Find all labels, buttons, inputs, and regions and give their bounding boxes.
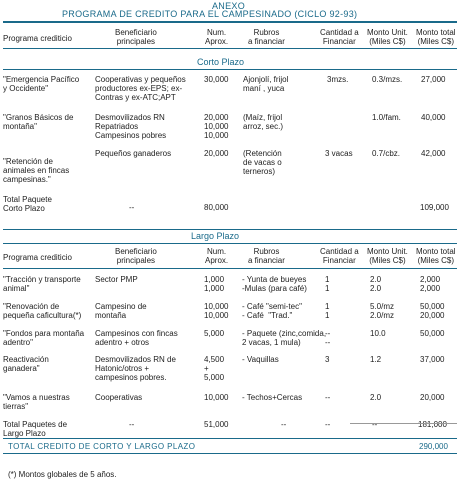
rule	[3, 48, 457, 49]
footnote: (*) Montos globales de 5 años.	[8, 470, 117, 479]
col-programa: Programa crediticio	[3, 34, 72, 43]
col-cantidad: Cantidad a Financiar	[320, 247, 359, 265]
section-label-corto-plazo: Corto Plazo	[197, 57, 245, 67]
cell-monto-unit: 2.0	[370, 393, 382, 402]
cell-beneficiario: --	[129, 420, 135, 429]
cell-monto-total: 109,000	[420, 203, 449, 212]
rule	[3, 229, 457, 230]
cell-monto-unit: 10.0	[370, 329, 386, 338]
grand-total-value: 290,000	[419, 442, 448, 451]
cell-beneficiario: Pequeños ganaderos	[95, 149, 172, 158]
cell-programa: "Vamos a nuestras tierras"	[3, 393, 70, 411]
rule	[3, 268, 457, 269]
col-monto-unit: Monto Unit. (Miles C$)	[367, 247, 408, 265]
cell-num: 51,000	[204, 420, 229, 429]
col-num: Num. Aprox.	[205, 247, 229, 265]
cell-programa: Total Paquetes de Largo Plazo	[3, 420, 68, 438]
cell-cantidad: --	[325, 393, 331, 402]
col-monto-total: Monto total (Miles C$)	[416, 28, 456, 46]
col-monto-total: Monto total (Miles C$)	[416, 247, 456, 265]
cell-cantidad: -- --	[325, 329, 331, 347]
col-beneficiario: Beneficiario principales	[115, 28, 157, 46]
col-rubros: Rubros a financiar	[248, 247, 285, 265]
cell-num: 20,000	[204, 149, 229, 158]
cell-monto-unit: 0.7/cbz.	[372, 149, 401, 158]
cell-num: 30,000	[204, 75, 229, 84]
cell-beneficiario: Cooperativas	[95, 393, 143, 402]
cell-monto-unit: 1.0/fam.	[372, 113, 401, 122]
cell-monto-total: 50,000	[420, 329, 445, 338]
cell-cantidad: 1 1	[325, 275, 330, 293]
cell-monto-total: 181,000	[418, 420, 447, 429]
cell-cantidad: 3 vacas	[325, 149, 353, 158]
rule	[3, 243, 457, 244]
cell-monto-total: 50,000 20,000	[420, 302, 445, 320]
cell-rubros: - Café "semi-tec" - Café "Trad."	[242, 302, 302, 320]
cell-rubros: (Maíz, frijol arroz, sec.)	[243, 113, 284, 131]
cell-monto-total: 27,000	[421, 75, 446, 84]
cell-programa: "Renovación de pequeña caficultura(*)	[3, 302, 82, 320]
cell-monto-total: 42,000	[421, 149, 446, 158]
subtotal-rule	[350, 423, 457, 424]
cell-rubros: --	[281, 420, 287, 429]
cell-monto-unit: 2.0 2.0	[370, 275, 382, 293]
section-label-largo-plazo: Largo Plazo	[191, 231, 240, 241]
annex-label: ANEXO	[212, 1, 246, 11]
col-num: Num. Aprox.	[205, 28, 229, 46]
cell-cantidad: 1 1	[325, 302, 330, 320]
cell-monto-total: 40,000	[421, 113, 446, 122]
col-cantidad: Cantidad a Financiar	[320, 28, 359, 46]
col-programa: Programa crediticio	[3, 253, 72, 262]
cell-cantidad: 3	[325, 355, 330, 364]
rule	[3, 438, 457, 439]
cell-rubros: - Paquete (zinc,comida, 2 vacas, 1 mula)	[242, 329, 327, 347]
cell-num: 20,000 10,000 10,000	[204, 113, 229, 140]
cell-rubros: - Yunta de bueyes -Mulas (para café)	[242, 275, 307, 293]
cell-num: 80,000	[204, 203, 229, 212]
rule	[3, 453, 457, 454]
cell-rubros: Ajonjolí, frijol maní , yuca	[243, 75, 289, 93]
col-monto-unit: Monto Unit. (Miles C$)	[367, 28, 408, 46]
cell-num: 5,000	[204, 329, 225, 338]
cell-beneficiario: Sector PMP	[95, 275, 138, 284]
cell-beneficiario: Campesino de montaña	[95, 302, 147, 320]
cell-num: 10,000 10,000	[204, 302, 229, 320]
cell-programa: "Emergencia Pacífico y Occidente"	[3, 75, 80, 93]
rule	[3, 69, 457, 70]
cell-programa: "Tracción y transporte animal"	[3, 275, 81, 293]
cell-beneficiario: Desmovilizados RN Repatriados Campesinos pobres	[95, 113, 167, 140]
cell-monto-total: 37,000	[420, 355, 445, 364]
cell-monto-unit: --	[372, 420, 378, 429]
cell-programa: "Fondos para montaña adentro"	[3, 329, 85, 347]
cell-rubros: - Techos+Cercas	[242, 393, 303, 402]
cell-programa: Total Paquete Corto Plazo	[3, 195, 52, 213]
col-beneficiario: Beneficiario principales	[115, 247, 157, 265]
cell-programa: "Retención de animales en fincas campesinas."	[3, 157, 70, 184]
cell-beneficiario: Campesinos con fincas adentro + otros	[95, 329, 178, 347]
header-rule	[3, 21, 457, 23]
cell-num: 10,000	[204, 393, 229, 402]
cell-programa: Reactivación ganadera"	[3, 355, 49, 373]
cell-programa: "Granos Básicos de montaña"	[3, 113, 74, 131]
cell-rubros: (Retención de vacas o terneros)	[243, 149, 282, 176]
document-title: PROGRAMA DE CREDITO PARA EL CAMPESINADO (CICLO 92-93)	[62, 9, 358, 19]
cell-monto-unit: 1.2	[370, 355, 382, 364]
cell-monto-total: 20,000	[420, 393, 445, 402]
cell-beneficiario: Cooperativas y pequeños productores ex-EPS; ex- Contras y ex-ATC;APT	[95, 75, 186, 102]
grand-total-label: TOTAL CREDITO DE CORTO Y LARGO PLAZO	[8, 442, 196, 451]
cell-cantidad: --	[325, 420, 331, 429]
cell-monto-unit: 5.0/mz 2.0/mz	[370, 302, 395, 320]
cell-monto-unit: 0.3/mzs.	[372, 75, 403, 84]
cell-cantidad: 3mzs.	[327, 75, 349, 84]
cell-beneficiario: --	[129, 203, 135, 212]
col-rubros: Rubros a financiar	[248, 28, 285, 46]
cell-num: 4,500 + 5,000	[204, 355, 225, 382]
cell-num: 1,000 1,000	[204, 275, 225, 293]
cell-rubros: - Vaquillas	[242, 355, 279, 364]
cell-monto-total: 2,000 2,000	[420, 275, 441, 293]
cell-beneficiario: Desmovilizados RN de Hatonic/otros + campesinos pobres.	[95, 355, 176, 382]
